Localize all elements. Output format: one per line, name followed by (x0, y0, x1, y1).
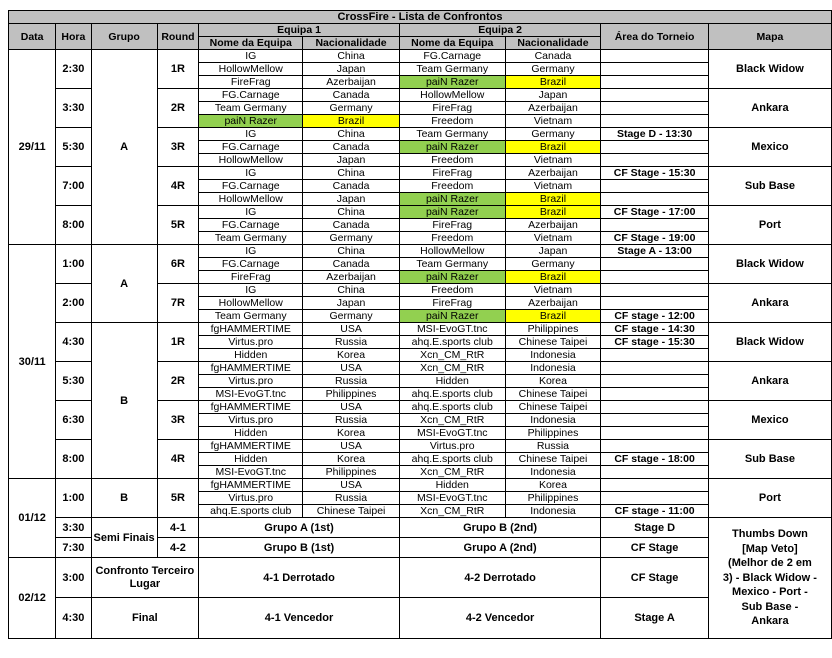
team1-nationality: Korea (303, 453, 400, 466)
team1-name: FG.Carnage (199, 89, 303, 102)
area-cell (601, 440, 709, 453)
team1-name: HollowMellow (199, 154, 303, 167)
header-mapa: Mapa (708, 24, 831, 50)
team1-name: fgHAMMERTIME (199, 401, 303, 414)
team2-nationality: Philippines (505, 492, 601, 505)
team1-nationality: Russia (303, 375, 400, 388)
round-cell: 1R (157, 323, 199, 362)
map-veto-cell: Thumbs Down [Map Veto] (Melhor de 2 em 3) - Black Widow - Mexico - Port - Sub Base - Ankara (708, 518, 831, 639)
team2-nationality: Philippines (505, 427, 601, 440)
team2-name: MSI-EvoGT.tnc (399, 427, 505, 440)
team1-name: FG.Carnage (199, 141, 303, 154)
time-cell: 1:00 (56, 479, 91, 518)
team2-name: HollowMellow (399, 89, 505, 102)
round-cell: 7R (157, 284, 199, 323)
area-cell (601, 180, 709, 193)
area-cell (601, 388, 709, 401)
team1-nationality: Japan (303, 154, 400, 167)
area-cell (601, 63, 709, 76)
team2-name: ahq.E.sports club (399, 336, 505, 349)
area-cell: CF Stage (601, 538, 709, 558)
area-cell (601, 401, 709, 414)
team2-name: paiN Razer (399, 271, 505, 284)
header-area: Área do Torneio (601, 24, 709, 50)
team2-name: MSI-EvoGT.tnc (399, 492, 505, 505)
table-row (9, 50, 832, 63)
map-cell: Ankara (708, 89, 831, 128)
team2-nationality: Chinese Taipei (505, 453, 601, 466)
team2-cell: Grupo A (2nd) (399, 538, 600, 558)
group-cell: A (91, 50, 157, 245)
team1-name: ahq.E.sports club (199, 505, 303, 518)
team2-name: ahq.E.sports club (399, 453, 505, 466)
team1-nationality: Canada (303, 258, 400, 271)
team1-nationality: Korea (303, 349, 400, 362)
team2-nationality: Brazil (505, 76, 601, 89)
date-cell: 30/11 (9, 245, 56, 479)
team2-name: Team Germany (399, 128, 505, 141)
team2-nationality: Brazil (505, 141, 601, 154)
area-cell: Stage D (601, 518, 709, 538)
area-cell: CF Stage (601, 558, 709, 598)
team1-name: fgHAMMERTIME (199, 323, 303, 336)
team1-name: MSI-EvoGT.tnc (199, 388, 303, 401)
sheet-title: CrossFire - Lista de Confrontos (9, 11, 832, 24)
team1-nationality: China (303, 206, 400, 219)
area-cell (601, 141, 709, 154)
team1-nationality: Chinese Taipei (303, 505, 400, 518)
team1-nationality: Korea (303, 427, 400, 440)
team1-name: Virtus.pro (199, 414, 303, 427)
team2-name: Xcn_CM_RtR (399, 414, 505, 427)
round-cell: 4-1 (157, 518, 199, 538)
team1-nationality: China (303, 167, 400, 180)
team2-name: Team Germany (399, 63, 505, 76)
team2-nationality: Chinese Taipei (505, 401, 601, 414)
header-data: Data (9, 24, 56, 50)
area-cell: CF stage - 18:00 (601, 453, 709, 466)
header-nacionalidade-2: Nacionalidade (505, 37, 601, 50)
team1-nationality: Germany (303, 310, 400, 323)
team1-nationality: China (303, 284, 400, 297)
team2-nationality: Azerbaijan (505, 219, 601, 232)
team1-name: FG.Carnage (199, 219, 303, 232)
time-cell: 3:00 (56, 558, 91, 598)
header-grupo: Grupo (91, 24, 157, 50)
team2-name: Freedom (399, 232, 505, 245)
team2-name: Team Germany (399, 258, 505, 271)
header-nome-1: Nome da Equipa (199, 37, 303, 50)
team2-name: paiN Razer (399, 206, 505, 219)
area-cell (601, 102, 709, 115)
area-cell: Stage A (601, 598, 709, 639)
group-cell: B (91, 323, 157, 479)
team1-cell: Grupo B (1st) (199, 538, 400, 558)
group-cell: A (91, 245, 157, 323)
team1-nationality: Japan (303, 297, 400, 310)
team1-cell: Grupo A (1st) (199, 518, 400, 538)
team2-name: FireFrag (399, 219, 505, 232)
team1-nationality: USA (303, 362, 400, 375)
round-cell: 3R (157, 128, 199, 167)
map-cell: Black Widow (708, 245, 831, 284)
area-cell: CF stage - 14:30 (601, 323, 709, 336)
time-cell: 4:30 (56, 598, 91, 639)
team1-nationality: Germany (303, 232, 400, 245)
header-round: Round (157, 24, 199, 50)
team2-nationality: Canada (505, 50, 601, 63)
team1-nationality: USA (303, 440, 400, 453)
area-cell (601, 297, 709, 310)
date-cell: 29/11 (9, 50, 56, 245)
team1-name: paiN Razer (199, 115, 303, 128)
group-cell: Final (91, 598, 199, 639)
team1-nationality: China (303, 50, 400, 63)
area-cell: Stage A - 13:00 (601, 245, 709, 258)
area-cell: CF Stage - 15:30 (601, 167, 709, 180)
team2-name: paiN Razer (399, 310, 505, 323)
time-cell: 5:30 (56, 362, 91, 401)
map-cell: Sub Base (708, 167, 831, 206)
team1-name: HollowMellow (199, 193, 303, 206)
header-equipa-1: Equipa 1 (199, 24, 400, 37)
team1-name: HollowMellow (199, 63, 303, 76)
map-cell: Port (708, 479, 831, 518)
group-cell: B (91, 479, 157, 518)
team2-nationality: Germany (505, 258, 601, 271)
map-cell: Black Widow (708, 323, 831, 362)
area-cell (601, 154, 709, 167)
team2-nationality: Japan (505, 89, 601, 102)
team1-cell: 4-1 Vencedor (199, 598, 400, 639)
team1-nationality: Germany (303, 102, 400, 115)
team1-name: Hidden (199, 427, 303, 440)
team1-name: FireFrag (199, 76, 303, 89)
team2-name: ahq.E.sports club (399, 401, 505, 414)
area-cell: CF Stage - 17:00 (601, 206, 709, 219)
team1-nationality: Japan (303, 63, 400, 76)
team1-name: Virtus.pro (199, 375, 303, 388)
round-cell: 1R (157, 50, 199, 89)
area-cell (601, 115, 709, 128)
time-cell: 7:30 (56, 538, 91, 558)
area-cell (601, 492, 709, 505)
team2-nationality: Germany (505, 128, 601, 141)
team1-name: FG.Carnage (199, 180, 303, 193)
team2-cell: Grupo B (2nd) (399, 518, 600, 538)
time-cell: 8:00 (56, 206, 91, 245)
area-cell (601, 284, 709, 297)
time-cell: 7:00 (56, 167, 91, 206)
area-cell: CF stage - 12:00 (601, 310, 709, 323)
area-cell (601, 258, 709, 271)
team2-name: Freedom (399, 180, 505, 193)
team2-nationality: Indonesia (505, 466, 601, 479)
time-cell: 6:30 (56, 401, 91, 440)
area-cell: CF stage - 11:00 (601, 505, 709, 518)
team2-nationality: Chinese Taipei (505, 336, 601, 349)
team2-name: Freedom (399, 115, 505, 128)
team1-nationality: Azerbaijan (303, 271, 400, 284)
team1-name: fgHAMMERTIME (199, 479, 303, 492)
round-cell: 3R (157, 401, 199, 440)
area-cell: CF stage - 15:30 (601, 336, 709, 349)
team2-name: Xcn_CM_RtR (399, 362, 505, 375)
team2-nationality: Azerbaijan (505, 167, 601, 180)
team1-nationality: Russia (303, 492, 400, 505)
table-row (9, 518, 832, 538)
area-cell (601, 76, 709, 89)
area-cell (601, 427, 709, 440)
team1-name: Team Germany (199, 310, 303, 323)
match-schedule-table (8, 10, 832, 639)
team1-nationality: Canada (303, 141, 400, 154)
area-cell (601, 466, 709, 479)
team2-name: MSI-EvoGT.tnc (399, 323, 505, 336)
team1-nationality: Philippines (303, 388, 400, 401)
team2-cell: 4-2 Derrotado (399, 558, 600, 598)
time-cell: 3:30 (56, 89, 91, 128)
team2-name: Hidden (399, 479, 505, 492)
team2-nationality: Azerbaijan (505, 297, 601, 310)
team1-nationality: China (303, 128, 400, 141)
team1-nationality: Japan (303, 193, 400, 206)
area-cell (601, 479, 709, 492)
team1-nationality: Philippines (303, 466, 400, 479)
time-cell: 2:30 (56, 50, 91, 89)
team2-name: FG.Carnage (399, 50, 505, 63)
area-cell: CF Stage - 19:00 (601, 232, 709, 245)
team1-name: Team Germany (199, 232, 303, 245)
map-cell: Ankara (708, 284, 831, 323)
table-row (9, 323, 832, 336)
team2-nationality: Indonesia (505, 414, 601, 427)
team2-nationality: Korea (505, 375, 601, 388)
area-cell (601, 375, 709, 388)
team2-nationality: Vietnam (505, 115, 601, 128)
round-cell: 5R (157, 479, 199, 518)
time-cell: 8:00 (56, 440, 91, 479)
team1-name: fgHAMMERTIME (199, 362, 303, 375)
header-nacionalidade-1: Nacionalidade (303, 37, 400, 50)
team2-nationality: Indonesia (505, 505, 601, 518)
team2-name: FireFrag (399, 102, 505, 115)
map-cell: Sub Base (708, 440, 831, 479)
round-cell: 4R (157, 440, 199, 479)
area-cell (601, 349, 709, 362)
table-row (9, 598, 832, 639)
team1-nationality: China (303, 245, 400, 258)
team2-name: Freedom (399, 154, 505, 167)
team2-cell: 4-2 Vencedor (399, 598, 600, 639)
area-cell (601, 50, 709, 63)
team2-nationality: Japan (505, 245, 601, 258)
team1-name: Hidden (199, 453, 303, 466)
area-cell (601, 89, 709, 102)
team1-name: MSI-EvoGT.tnc (199, 466, 303, 479)
area-cell (601, 414, 709, 427)
team1-name: IG (199, 284, 303, 297)
header-equipa-2: Equipa 2 (399, 24, 600, 37)
team1-nationality: Russia (303, 336, 400, 349)
team2-name: Virtus.pro (399, 440, 505, 453)
team2-name: paiN Razer (399, 141, 505, 154)
round-cell: 2R (157, 362, 199, 401)
team2-name: Freedom (399, 284, 505, 297)
team2-nationality: Russia (505, 440, 601, 453)
team1-name: IG (199, 245, 303, 258)
team1-name: fgHAMMERTIME (199, 440, 303, 453)
team2-nationality: Vietnam (505, 284, 601, 297)
team1-nationality: Canada (303, 89, 400, 102)
team1-nationality: Canada (303, 180, 400, 193)
group-cell: Semi Finais (91, 518, 157, 558)
time-cell: 4:30 (56, 323, 91, 362)
table-row (9, 479, 832, 492)
map-cell: Mexico (708, 401, 831, 440)
schedule-body (9, 50, 832, 639)
team2-name: HollowMellow (399, 245, 505, 258)
team1-nationality: Russia (303, 414, 400, 427)
team1-cell: 4-1 Derrotado (199, 558, 400, 598)
area-cell (601, 193, 709, 206)
area-cell (601, 271, 709, 284)
team2-nationality: Vietnam (505, 154, 601, 167)
team2-nationality: Germany (505, 63, 601, 76)
team2-name: FireFrag (399, 167, 505, 180)
team1-name: Team Germany (199, 102, 303, 115)
group-cell: Confronto Terceiro Lugar (91, 558, 199, 598)
date-cell: 02/12 (9, 558, 56, 639)
team1-nationality: USA (303, 479, 400, 492)
team1-name: FG.Carnage (199, 258, 303, 271)
team2-name: Xcn_CM_RtR (399, 466, 505, 479)
team2-nationality: Azerbaijan (505, 102, 601, 115)
time-cell: 5:30 (56, 128, 91, 167)
team2-name: ahq.E.sports club (399, 388, 505, 401)
team2-nationality: Indonesia (505, 362, 601, 375)
table-row (9, 558, 832, 598)
map-cell: Port (708, 206, 831, 245)
team1-name: IG (199, 128, 303, 141)
team1-name: FireFrag (199, 271, 303, 284)
round-cell: 6R (157, 245, 199, 284)
team1-name: Virtus.pro (199, 492, 303, 505)
team2-nationality: Philippines (505, 323, 601, 336)
team2-nationality: Brazil (505, 271, 601, 284)
team2-name: FireFrag (399, 297, 505, 310)
table-row (9, 245, 832, 258)
round-cell: 2R (157, 89, 199, 128)
round-cell: 5R (157, 206, 199, 245)
team2-nationality: Brazil (505, 193, 601, 206)
team2-nationality: Brazil (505, 206, 601, 219)
team1-name: HollowMellow (199, 297, 303, 310)
map-cell: Mexico (708, 128, 831, 167)
team1-nationality: USA (303, 401, 400, 414)
round-cell: 4R (157, 167, 199, 206)
team1-nationality: USA (303, 323, 400, 336)
team2-nationality: Vietnam (505, 232, 601, 245)
team2-nationality: Korea (505, 479, 601, 492)
team1-nationality: Azerbaijan (303, 76, 400, 89)
time-cell: 2:00 (56, 284, 91, 323)
team2-nationality: Indonesia (505, 349, 601, 362)
header-hora: Hora (56, 24, 91, 50)
team2-name: Xcn_CM_RtR (399, 505, 505, 518)
team1-name: Hidden (199, 349, 303, 362)
team1-nationality: Canada (303, 219, 400, 232)
round-cell: 4-2 (157, 538, 199, 558)
team1-nationality: Brazil (303, 115, 400, 128)
team2-nationality: Brazil (505, 310, 601, 323)
date-cell: 01/12 (9, 479, 56, 558)
team1-name: Virtus.pro (199, 336, 303, 349)
map-cell: Ankara (708, 362, 831, 401)
area-cell (601, 219, 709, 232)
header-nome-2: Nome da Equipa (399, 37, 505, 50)
area-cell (601, 362, 709, 375)
team2-name: paiN Razer (399, 76, 505, 89)
team1-name: IG (199, 167, 303, 180)
team2-nationality: Chinese Taipei (505, 388, 601, 401)
area-cell: Stage D - 13:30 (601, 128, 709, 141)
map-cell: Black Widow (708, 50, 831, 89)
time-cell: 1:00 (56, 245, 91, 284)
team2-nationality: Vietnam (505, 180, 601, 193)
team1-name: IG (199, 50, 303, 63)
team2-name: Xcn_CM_RtR (399, 349, 505, 362)
time-cell: 3:30 (56, 518, 91, 538)
team1-name: IG (199, 206, 303, 219)
team2-name: Hidden (399, 375, 505, 388)
team2-name: paiN Razer (399, 193, 505, 206)
